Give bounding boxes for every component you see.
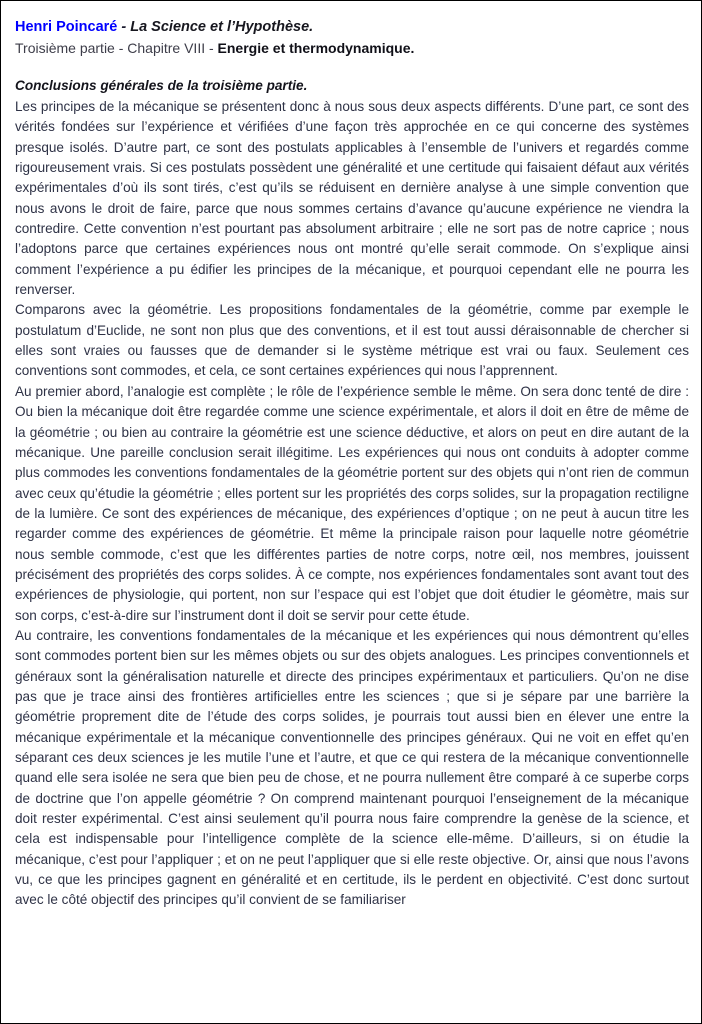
paragraph: Comparons avec la géométrie. Les propositions fondamentales de la géométrie, comme par exemple le postulatum d’Euclide, ne sont non plus que des conventions, et il est tout aussi déraisonnable de chercher si elles sont vraies ou fausses que de demander si le système métrique est vrai ou faux. Seulement ces conventions sont commodes, et cela, ce sont certaines expériences qui nous l’apprennent. (15, 302, 689, 379)
paragraph: Les principes de la mécanique se présentent donc à nous sous deux aspects différents. D’une part, ce sont des vérités fondées sur l’expérience et vérifiées d’une façon très approchée en ce qui concerne des systèmes presque isolés. D’autre part, ce sont des postulats applicables à l’ensemble de l’univers et regardés comme rigoureusement vrais. Si ces postulats possèdent une généralité et une certitude qui faisaient défaut aux vérités expérimentales d’où ils sont tirés, c’est qu’ils se réduisent en dernière analyse à une simple convention que nous avons le droit de faire, parce que nous sommes certains d’avance qu’aucune expérience ne viendra la contredire. Cette convention n’est pourtant pas absolument arbitraire ; elle ne sort pas de notre caprice ; nous l’adoptons parce que certaines expériences nous ont montré qu’elle serait commode. On s’explique ainsi comment l’expérience a pu édifier les principes de la mécanique, et pourquoi cependant elle ne pourra les renverser. (15, 99, 689, 298)
paragraph: Au premier abord, l’analogie est complète ; le rôle de l’expérience semble le même. On sera donc tenté de dire : Ou bien la mécanique doit être regardée comme une science expérimentale, et alors il doit en être de même de la géométrie ; ou bien au contraire la géométrie est une science déductive, et alors on peut en dire autant de la mécanique. Une pareille conclusion serait illégitime. Les expériences qui nous ont conduits à adopter comme plus commodes les conventions fondamentales de la géométrie portent sur des objets qui n’ont rien de commun avec ceux qu’étudie la géométrie ; elles portent sur les propriétés des corps solides, sur la propagation rectiligne de la lumière. Ce sont des expériences de mécanique, des expériences d’optique ; on ne peut à aucun titre les regarder comme des expériences de géométrie. Et même la principale raison pour laquelle notre géométrie nous semble commode, c’est que les différentes parties de notre corps, notre œil, nos membres, jouissent précisément des propriétés des corps solides. À ce compte, nos expériences fondamentales sont avant tout des expériences de physiologie, qui portent, non sur l’espace qui est l’objet que doit étudier le géomètre, mais sur son corps, c’est-à-dire sur l’instrument dont il doit se servir pour cette étude. (15, 383, 689, 623)
part-chapter-label: Troisième partie - Chapitre VIII - (15, 40, 218, 56)
chapter-title: Energie et thermodynamique. (217, 40, 415, 56)
work-title: La Science et l’Hypothèse. (130, 19, 314, 35)
paragraph: Au contraire, les conventions fondamentales de la mécanique et les expériences qui nous démontrent qu’elles sont commodes portent bien sur les mêmes objets ou sur des objets analogues. Les principes conventionnels et généraux sont la généralisation naturelle et directe des principes expérimentaux et particuliers. Qu’on ne dise pas que je trace ainsi des frontières artificielles entre les sciences ; que si je sépare par une barrière la géométrie proprement dite de l’étude des corps solides, je pourrais tout aussi bien en élever une entre la mécanique expérimentale et la mécanique conventionnelle des principes généraux. Qui ne voit en effet qu’en séparant ces deux sciences je les mutile l’une et l’autre, et que ce qui restera de la mécanique conventionnelle quand elle sera isolée ne sera que bien peu de chose, et ne pourra nullement être comparé à ce superbe corps de doctrine que l’on appelle géométrie ? On comprend maintenant pourquoi l’enseignement de la mécanique doit rester expérimental. C’est ainsi seulement qu’il pourra nous faire comprendre la genèse de la science, et cela est indispensable pour l’intelligence complète de la science elle-même. D’ailleurs, si on étudie la mécanique, c’est pour l’appliquer ; et on ne peut l’appliquer que si elle reste objective. Or, ainsi que nous l’avons vu, ce que les principes gagnent en généralité et en certitude, ils le perdent en objectivité. C’est donc surtout avec le côté objectif des principes qu’il convient de se familiariser (15, 627, 689, 908)
section-heading: Conclusions générales de la troisième partie. (15, 78, 308, 93)
header-separator: - (117, 19, 131, 35)
document-body (15, 97, 689, 911)
document-header-title-line (15, 17, 689, 37)
document-header-chapter-line (15, 38, 689, 59)
author-name: Henri Poincaré (15, 19, 118, 35)
